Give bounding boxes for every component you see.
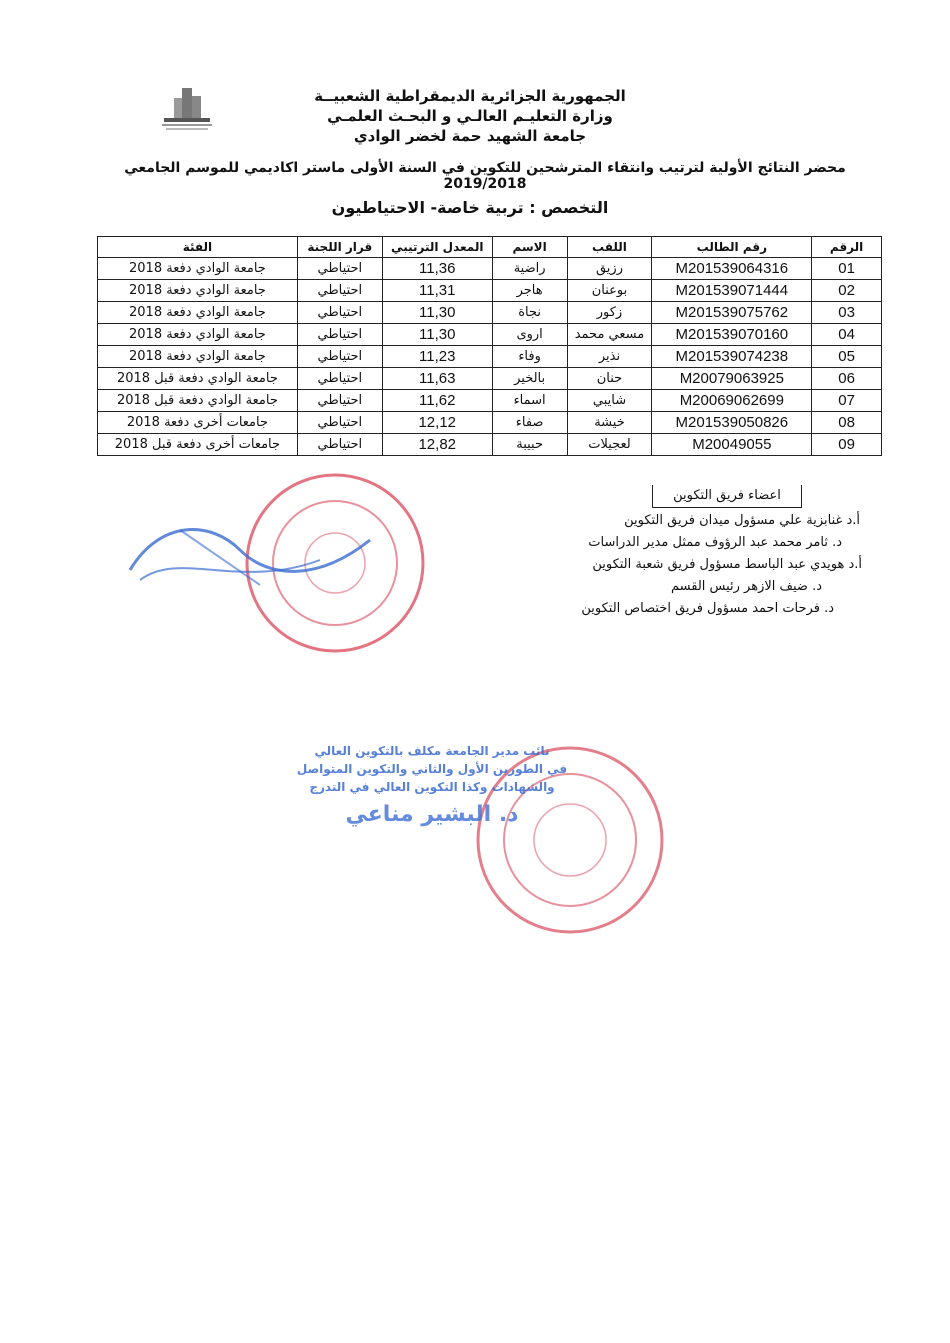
cell-average: 12,82 bbox=[382, 434, 492, 456]
cell-student-id: M201539075762 bbox=[652, 302, 812, 324]
cell-name: راضية bbox=[492, 258, 567, 280]
cell-decision: احتياطي bbox=[297, 280, 382, 302]
signature-scribble-icon bbox=[120, 510, 380, 600]
university-logo-icon bbox=[160, 84, 214, 134]
table-row bbox=[98, 258, 882, 280]
member-item: د. فرحات احمد مسؤول فريق اختصاص التكوين bbox=[581, 601, 834, 616]
cell-num: 03 bbox=[812, 302, 882, 324]
cell-surname: رزيق bbox=[567, 258, 652, 280]
header-category: الفئة bbox=[98, 237, 298, 258]
specialty-title: التخصص : تربية خاصة- الاحتياطيون bbox=[331, 198, 609, 217]
cell-surname: شايبي bbox=[567, 390, 652, 412]
table-row bbox=[98, 302, 882, 324]
cell-decision: احتياطي bbox=[297, 258, 382, 280]
cell-decision: احتياطي bbox=[297, 434, 382, 456]
vice-rector-signature bbox=[282, 742, 582, 827]
cell-category: جامعات أخرى دفعة 2018 bbox=[98, 412, 298, 434]
cell-average: 11,36 bbox=[382, 258, 492, 280]
header-ministry: وزارة التعليـم العالـي و البحـث العلمـي bbox=[327, 107, 613, 125]
cell-name: بالخير bbox=[492, 368, 567, 390]
cell-student-id: M201539070160 bbox=[652, 324, 812, 346]
cell-name: وفاء bbox=[492, 346, 567, 368]
header-num: الرقم bbox=[812, 237, 882, 258]
cell-name: نجاة bbox=[492, 302, 567, 324]
cell-average: 11,30 bbox=[382, 324, 492, 346]
cell-surname: لعجيلات bbox=[567, 434, 652, 456]
cell-student-id: M20069062699 bbox=[652, 390, 812, 412]
cell-num: 09 bbox=[812, 434, 882, 456]
document-title: محضر النتائج الأولية لترتيب وانتقاء المترشحين للتكوين في السنة الأولى ماستر اكاديمي للموسم الجامعي 2019/2018 bbox=[124, 160, 846, 192]
cell-surname: خيشة bbox=[567, 412, 652, 434]
cell-category: جامعات أخرى دفعة قبل 2018 bbox=[98, 434, 298, 456]
cell-decision: احتياطي bbox=[297, 368, 382, 390]
cell-num: 02 bbox=[812, 280, 882, 302]
cell-decision: احتياطي bbox=[297, 302, 382, 324]
members-title: اعضاء فريق التكوين bbox=[652, 485, 802, 508]
cell-average: 11,63 bbox=[382, 368, 492, 390]
cell-name: حبيبة bbox=[492, 434, 567, 456]
cell-average: 11,31 bbox=[382, 280, 492, 302]
member-item: د. ضيف الازهر رئيس القسم bbox=[671, 579, 822, 594]
document-header bbox=[250, 86, 690, 146]
table-row bbox=[98, 434, 882, 456]
table-row bbox=[98, 390, 882, 412]
cell-num: 05 bbox=[812, 346, 882, 368]
cell-num: 06 bbox=[812, 368, 882, 390]
cell-student-id: M201539050826 bbox=[652, 412, 812, 434]
cell-decision: احتياطي bbox=[297, 346, 382, 368]
cell-category: جامعة الوادي دفعة 2018 bbox=[98, 346, 298, 368]
cell-decision: احتياطي bbox=[297, 390, 382, 412]
signature-name: د. البشير مناعي bbox=[345, 802, 519, 827]
cell-num: 04 bbox=[812, 324, 882, 346]
header-surname: اللقب bbox=[567, 237, 652, 258]
results-table bbox=[97, 236, 882, 456]
header-average: المعدل الترتيبي bbox=[382, 237, 492, 258]
cell-student-id: M201539074238 bbox=[652, 346, 812, 368]
members-list bbox=[581, 510, 862, 620]
cell-category: جامعة الوادي دفعة 2018 bbox=[98, 280, 298, 302]
member-item: أ.د غنابزية علي مسؤول ميدان فريق التكوين bbox=[624, 513, 860, 528]
signature-line: في الطورين الأول والثاني والتكوين المتواصل bbox=[296, 762, 568, 776]
cell-student-id: M201539071444 bbox=[652, 280, 812, 302]
cell-name: هاجر bbox=[492, 280, 567, 302]
header-name: الاسم bbox=[492, 237, 567, 258]
header-decision: قرار اللجنة bbox=[297, 237, 382, 258]
cell-average: 11,23 bbox=[382, 346, 492, 368]
cell-num: 07 bbox=[812, 390, 882, 412]
table-row bbox=[98, 368, 882, 390]
table-row bbox=[98, 346, 882, 368]
cell-average: 11,30 bbox=[382, 302, 492, 324]
cell-student-id: M20049055 bbox=[652, 434, 812, 456]
cell-num: 08 bbox=[812, 412, 882, 434]
cell-name: صفاء bbox=[492, 412, 567, 434]
signature-line: والشهادات وكذا التكوين العالي في التدرج bbox=[309, 780, 555, 794]
cell-category: جامعة الوادي دفعة قبل 2018 bbox=[98, 368, 298, 390]
cell-name: اسماء bbox=[492, 390, 567, 412]
cell-num: 01 bbox=[812, 258, 882, 280]
cell-surname: نذير bbox=[567, 346, 652, 368]
member-item: أ.د هويدي عبد الباسط مسؤول فريق شعبة التكوين bbox=[592, 557, 862, 572]
cell-category: جامعة الوادي دفعة 2018 bbox=[98, 324, 298, 346]
cell-student-id: M20079063925 bbox=[652, 368, 812, 390]
table-row bbox=[98, 280, 882, 302]
header-student-id: رقم الطالب bbox=[652, 237, 812, 258]
table-row bbox=[98, 324, 882, 346]
cell-student-id: M201539064316 bbox=[652, 258, 812, 280]
header-republic: الجمهورية الجزائرية الديمقراطية الشعبيــة bbox=[314, 87, 626, 105]
cell-surname: زكور bbox=[567, 302, 652, 324]
cell-name: اروى bbox=[492, 324, 567, 346]
cell-average: 12,12 bbox=[382, 412, 492, 434]
cell-surname: مسعي محمد bbox=[567, 324, 652, 346]
cell-surname: حنان bbox=[567, 368, 652, 390]
cell-category: جامعة الوادي دفعة 2018 bbox=[98, 258, 298, 280]
signature-line: نائب مدير الجامعة مكلف بالتكوين العالي bbox=[314, 744, 550, 758]
cell-category: جامعة الوادي دفعة قبل 2018 bbox=[98, 390, 298, 412]
cell-surname: بوعنان bbox=[567, 280, 652, 302]
header-university: جامعة الشهيد حمة لخضر الوادي bbox=[353, 127, 587, 145]
cell-decision: احتياطي bbox=[297, 324, 382, 346]
cell-category: جامعة الوادي دفعة 2018 bbox=[98, 302, 298, 324]
table-header-row bbox=[98, 237, 882, 258]
cell-decision: احتياطي bbox=[297, 412, 382, 434]
member-item: د. ثامر محمد عبد الرؤوف ممثل مدير الدراسات bbox=[588, 535, 842, 550]
table-row bbox=[98, 412, 882, 434]
cell-average: 11,62 bbox=[382, 390, 492, 412]
